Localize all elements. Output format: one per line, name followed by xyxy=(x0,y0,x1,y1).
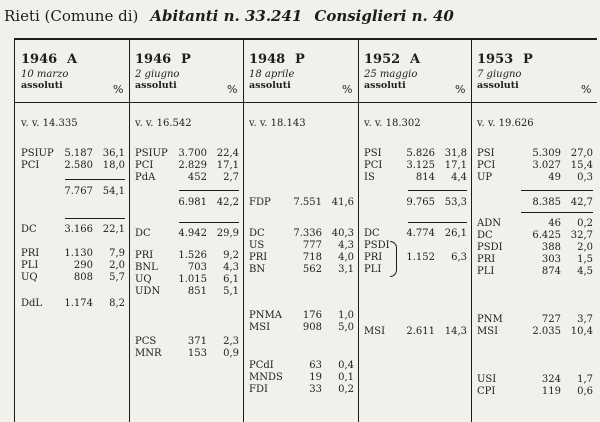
party-percent: 3,7 xyxy=(577,314,593,325)
percent-header: % xyxy=(227,83,238,96)
party-percent: 32,7 xyxy=(570,230,593,241)
party-name: PLI xyxy=(364,264,382,275)
subtotal-votes: 8.385 xyxy=(532,197,561,208)
election-year: 1948 xyxy=(249,52,286,67)
party-votes: 63 xyxy=(309,360,322,371)
party-name: PNM xyxy=(477,314,503,325)
party-name: PCS xyxy=(135,336,157,347)
results-table xyxy=(14,38,597,422)
party-name: PRI xyxy=(364,252,383,263)
title-residents: Abitanti n. 33.241 xyxy=(150,7,303,25)
party-votes: 2.611 xyxy=(406,326,435,337)
party-votes: 908 xyxy=(302,322,322,333)
party-name: PSIUP xyxy=(135,148,168,159)
election-year: 1953 xyxy=(477,52,514,67)
column-divider xyxy=(243,40,244,422)
party-name: PNMA xyxy=(249,310,282,321)
party-percent: 15,4 xyxy=(570,160,593,171)
party-name: FDI xyxy=(249,384,268,395)
party-name: PSDI xyxy=(364,240,390,251)
party-votes: 7.336 xyxy=(293,228,322,239)
party-votes: 5.187 xyxy=(64,148,93,159)
party-votes: 452 xyxy=(187,172,207,183)
party-name: MSI xyxy=(364,326,386,337)
party-votes: 371 xyxy=(187,336,207,347)
party-percent: 8,2 xyxy=(109,298,125,309)
party-percent: 6,3 xyxy=(451,252,467,263)
coalition-brace xyxy=(390,241,397,277)
election-date: 10 marzo xyxy=(21,69,69,80)
party-name: UP xyxy=(477,172,493,183)
party-name: MNR xyxy=(135,348,162,359)
party-votes: 3.027 xyxy=(532,160,561,171)
party-percent: 17,1 xyxy=(444,160,467,171)
party-percent: 0,1 xyxy=(338,372,354,383)
party-votes: 1.152 xyxy=(406,252,435,263)
subtotal-rule xyxy=(408,222,467,223)
party-name: FDP xyxy=(249,197,271,208)
party-percent: 1,0 xyxy=(338,310,354,321)
percent-header: % xyxy=(455,83,466,96)
party-votes: 1.015 xyxy=(178,274,207,285)
party-votes: 1.526 xyxy=(178,250,207,261)
party-percent: 36,1 xyxy=(102,148,125,159)
party-name: DC xyxy=(249,228,265,239)
party-name: PRI xyxy=(477,254,496,265)
party-votes: 33 xyxy=(309,384,322,395)
party-percent: 0,2 xyxy=(338,384,354,395)
subtotal-rule xyxy=(65,179,125,180)
party-name: PCI xyxy=(21,160,40,171)
party-votes: 5.826 xyxy=(406,148,435,159)
party-name: DC xyxy=(364,228,380,239)
party-percent: 5,7 xyxy=(109,272,125,283)
party-votes: 814 xyxy=(415,172,435,183)
party-name: PLI xyxy=(21,260,39,271)
party-votes: 324 xyxy=(541,374,561,385)
party-name: PCI xyxy=(477,160,496,171)
party-name: US xyxy=(249,240,265,251)
party-votes: 4.942 xyxy=(178,228,207,239)
percent-header: % xyxy=(581,83,592,96)
party-percent: 0,6 xyxy=(577,386,593,397)
absolute-values-header: assoluti xyxy=(249,80,291,91)
party-percent: 40,3 xyxy=(331,228,354,239)
party-percent: 3,1 xyxy=(338,264,354,275)
party-votes: 119 xyxy=(541,386,561,397)
party-votes: 1.174 xyxy=(64,298,93,309)
party-name: DdL xyxy=(21,298,43,309)
column-divider xyxy=(471,40,472,422)
party-votes: 3.125 xyxy=(406,160,435,171)
party-name: USI xyxy=(477,374,497,385)
election-date: 2 giugno xyxy=(135,69,180,80)
party-name: PSDI xyxy=(477,242,503,253)
party-percent: 6,1 xyxy=(223,274,239,285)
party-votes: 1.130 xyxy=(64,248,93,259)
subtotal-rule xyxy=(179,222,239,223)
subtotal-percent: 53,3 xyxy=(444,197,467,208)
party-name: PRI xyxy=(249,252,268,263)
party-votes: 777 xyxy=(302,240,322,251)
party-votes: 290 xyxy=(73,260,93,271)
party-percent: 4,3 xyxy=(223,262,239,273)
valid-votes: v. v. 16.542 xyxy=(135,118,192,129)
absolute-values-header: assoluti xyxy=(135,80,177,91)
party-votes: 808 xyxy=(73,272,93,283)
valid-votes: v. v. 19.626 xyxy=(477,118,534,129)
party-percent: 2,3 xyxy=(223,336,239,347)
subtotal-percent: 54,1 xyxy=(102,186,125,197)
title-councillors: Consiglieri n. 40 xyxy=(314,7,454,25)
header-separator xyxy=(15,102,597,103)
party-votes: 5.309 xyxy=(532,148,561,159)
party-votes: 3.166 xyxy=(64,224,93,235)
election-type: A xyxy=(67,52,78,67)
party-votes: 4.774 xyxy=(406,228,435,239)
party-percent: 4,4 xyxy=(451,172,467,183)
subtotal-rule xyxy=(65,218,125,219)
party-percent: 29,9 xyxy=(216,228,239,239)
party-percent: 1,5 xyxy=(577,254,593,265)
election-type: A xyxy=(410,52,421,67)
party-percent: 4,5 xyxy=(577,266,593,277)
subtotal-percent: 42,2 xyxy=(216,197,239,208)
party-name: MNDS xyxy=(249,372,283,383)
column-divider xyxy=(358,40,359,422)
party-percent: 10,4 xyxy=(570,326,593,337)
election-type: P xyxy=(181,52,191,67)
absolute-values-header: assoluti xyxy=(477,80,519,91)
party-percent: 0,4 xyxy=(338,360,354,371)
party-votes: 176 xyxy=(302,310,322,321)
party-percent: 17,1 xyxy=(216,160,239,171)
party-name: PRI xyxy=(21,248,40,259)
party-name: PSI xyxy=(477,148,495,159)
party-name: PCdI xyxy=(249,360,274,371)
party-name: MSI xyxy=(477,326,499,337)
election-type: P xyxy=(295,52,305,67)
party-percent: 0,2 xyxy=(577,218,593,229)
subtotal-votes: 7.767 xyxy=(64,186,93,197)
party-percent: 22,1 xyxy=(102,224,125,235)
party-percent: 4,3 xyxy=(338,240,354,251)
party-name: DC xyxy=(477,230,493,241)
subtotal-rule xyxy=(179,190,239,191)
party-votes: 46 xyxy=(548,218,561,229)
party-name: CPI xyxy=(477,386,496,397)
subtotal-votes: 9.765 xyxy=(406,197,435,208)
party-name: DC xyxy=(21,224,37,235)
election-date: 7 giugno xyxy=(477,69,522,80)
party-percent: 31,8 xyxy=(444,148,467,159)
party-votes: 2.035 xyxy=(532,326,561,337)
party-votes: 3.700 xyxy=(178,148,207,159)
party-votes: 303 xyxy=(541,254,561,265)
election-year: 1952 xyxy=(364,52,401,67)
party-votes: 7.551 xyxy=(293,197,322,208)
party-votes: 2.829 xyxy=(178,160,207,171)
party-votes: 727 xyxy=(541,314,561,325)
party-name: PLI xyxy=(477,266,495,277)
party-percent: 0,9 xyxy=(223,348,239,359)
party-votes: 874 xyxy=(541,266,561,277)
party-percent: 5,1 xyxy=(223,286,239,297)
party-votes: 562 xyxy=(302,264,322,275)
percent-header: % xyxy=(342,83,353,96)
subtotal-rule xyxy=(408,190,467,191)
election-type: P xyxy=(523,52,533,67)
party-name: ADN xyxy=(477,218,501,229)
party-votes: 703 xyxy=(187,262,207,273)
party-name: PSIUP xyxy=(21,148,54,159)
party-percent: 14,3 xyxy=(444,326,467,337)
valid-votes: v. v. 14.335 xyxy=(21,118,78,129)
party-percent: 1,7 xyxy=(577,374,593,385)
party-name: PdA xyxy=(135,172,156,183)
party-percent: 18,0 xyxy=(102,160,125,171)
party-name: MSI xyxy=(249,322,271,333)
election-date: 18 aprile xyxy=(249,69,295,80)
absolute-values-header: assoluti xyxy=(364,80,406,91)
party-votes: 19 xyxy=(309,372,322,383)
party-name: BN xyxy=(249,264,266,275)
party-name: PRI xyxy=(135,250,154,261)
party-name: UQ xyxy=(21,272,38,283)
percent-header: % xyxy=(113,83,124,96)
party-votes: 851 xyxy=(187,286,207,297)
party-percent: 27,0 xyxy=(570,148,593,159)
valid-votes: v. v. 18.302 xyxy=(364,118,421,129)
party-votes: 2.580 xyxy=(64,160,93,171)
party-percent: 26,1 xyxy=(444,228,467,239)
party-percent: 41,6 xyxy=(331,197,354,208)
party-percent: 0,3 xyxy=(577,172,593,183)
party-name: DC xyxy=(135,228,151,239)
election-date: 25 maggio xyxy=(364,69,418,80)
party-name: PCI xyxy=(135,160,154,171)
valid-votes: v. v. 18.143 xyxy=(249,118,306,129)
election-year: 1946 xyxy=(21,52,58,67)
party-votes: 388 xyxy=(541,242,561,253)
subtotal-percent: 42,7 xyxy=(570,197,593,208)
party-percent: 7,9 xyxy=(109,248,125,259)
party-name: PSI xyxy=(364,148,382,159)
party-votes: 6.425 xyxy=(532,230,561,241)
subtotal-rule xyxy=(521,212,593,213)
absolute-values-header: assoluti xyxy=(21,80,63,91)
party-name: BNL xyxy=(135,262,158,273)
party-votes: 49 xyxy=(548,172,561,183)
party-name: IS xyxy=(364,172,375,183)
party-percent: 5,0 xyxy=(338,322,354,333)
subtotal-rule xyxy=(521,190,593,191)
party-votes: 153 xyxy=(187,348,207,359)
column-divider xyxy=(129,40,130,422)
election-year: 1946 xyxy=(135,52,172,67)
party-name: PCI xyxy=(364,160,383,171)
party-percent: 9,2 xyxy=(223,250,239,261)
party-name: UQ xyxy=(135,274,152,285)
party-percent: 2,7 xyxy=(223,172,239,183)
party-votes: 718 xyxy=(302,252,322,263)
subtotal-votes: 6.981 xyxy=(178,197,207,208)
party-name: UDN xyxy=(135,286,161,297)
party-percent: 22,4 xyxy=(216,148,239,159)
party-percent: 2,0 xyxy=(577,242,593,253)
party-percent: 2,0 xyxy=(109,260,125,271)
title-place: Rieti (Comune di) xyxy=(4,7,139,25)
party-percent: 4,0 xyxy=(338,252,354,263)
page-title xyxy=(4,3,596,29)
